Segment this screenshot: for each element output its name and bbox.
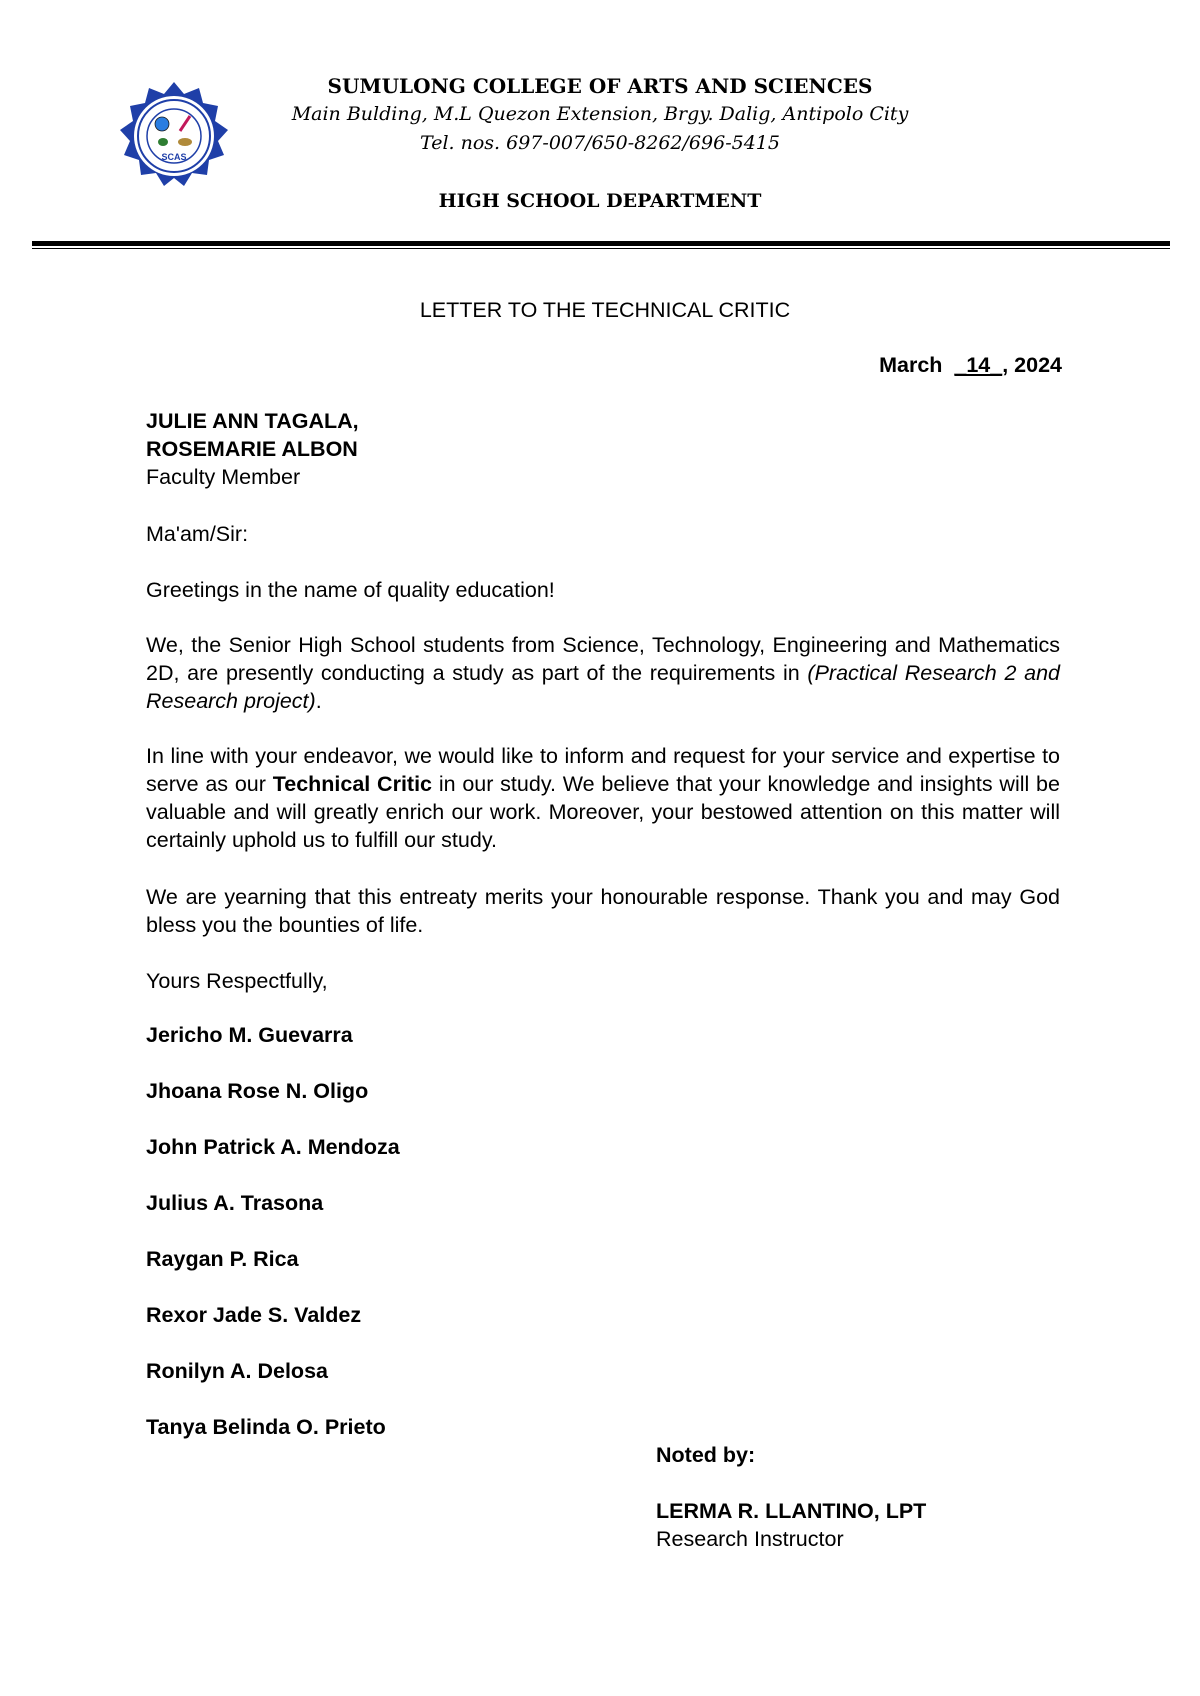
signer-name: Tanya Belinda O. Prieto — [146, 1415, 386, 1439]
signer-name: John Patrick A. Mendoza — [146, 1135, 400, 1159]
college-phone: Tel. nos. 697-007/650-8262/696-5415 — [420, 132, 780, 154]
para1-subject: (Practical Research 2 and Research project) — [146, 661, 1060, 713]
recipient-name: JULIE ANN TAGALA, — [146, 409, 359, 433]
signer-name: Julius A. Trasona — [146, 1191, 324, 1215]
signers-list — [146, 1021, 400, 1469]
header-divider-thin — [32, 248, 1170, 249]
letter-title: LETTER TO THE TECHNICAL CRITIC — [419, 298, 791, 322]
signer-name: Raygan P. Rica — [146, 1247, 299, 1271]
letter-date — [879, 351, 1062, 379]
salutation: Ma'am/Sir: — [146, 522, 249, 546]
seal-label: SCAS — [161, 152, 187, 162]
recipient-role: Faculty Member — [146, 465, 301, 489]
complimentary-close: Yours Respectfully, — [146, 969, 328, 993]
recipient-name: ROSEMARIE ALBON — [146, 437, 358, 461]
para1-text: We, the Senior High School students from Science, Technology, Engineering and Mathematics 2D, are presently conducting a study as part of the requirements in — [146, 633, 1060, 685]
noted-by-label: Noted by: — [656, 1443, 756, 1467]
signer-name: Ronilyn A. Delosa — [146, 1359, 328, 1383]
para1-end: . — [315, 689, 322, 713]
para2-text-a: In line with your endeavor, we would like to inform and request for your service and expertise to serve as our — [146, 744, 1060, 796]
header-divider — [32, 241, 1170, 246]
date-year: , 2024 — [1002, 353, 1062, 377]
noted-by-name: LERMA R. LLANTINO, LPT — [656, 1499, 927, 1523]
signer-name: Rexor Jade S. Valdez — [146, 1303, 362, 1327]
signer-name: Jhoana Rose N. Oligo — [146, 1079, 369, 1103]
signer-name: Jericho M. Guevarra — [146, 1023, 353, 1047]
college-name: SUMULONG COLLEGE OF ARTS AND SCIENCES — [327, 74, 873, 98]
date-day: _14_ — [954, 353, 1003, 377]
body-paragraph-3: We are yearning that this entreaty merits your honourable response. Thank you and may God bless you the bounties of life. — [146, 885, 1060, 937]
noted-by-block — [656, 1497, 926, 1553]
college-address: Main Bulding, M.L Quezon Extension, Brgy. Dalig, Antipolo City — [291, 103, 909, 125]
recipient-block — [146, 407, 1060, 491]
date-month: March — [879, 353, 943, 377]
greeting: Greetings in the name of quality education! — [146, 578, 555, 602]
body-paragraph-2 — [146, 742, 1060, 854]
department-name: HIGH SCHOOL DEPARTMENT — [438, 190, 762, 212]
para2-text-b: in our study. We believe that your knowledge and insights will be valuable and will greatly enrich our work. Moreover, your bestowed attention on this matter will certainly uphold us to fulfill our study. — [146, 772, 1060, 852]
noted-by-title: Research Instructor — [656, 1527, 844, 1551]
body-paragraph-1 — [146, 631, 1060, 715]
para2-role: Technical Critic — [272, 772, 433, 796]
